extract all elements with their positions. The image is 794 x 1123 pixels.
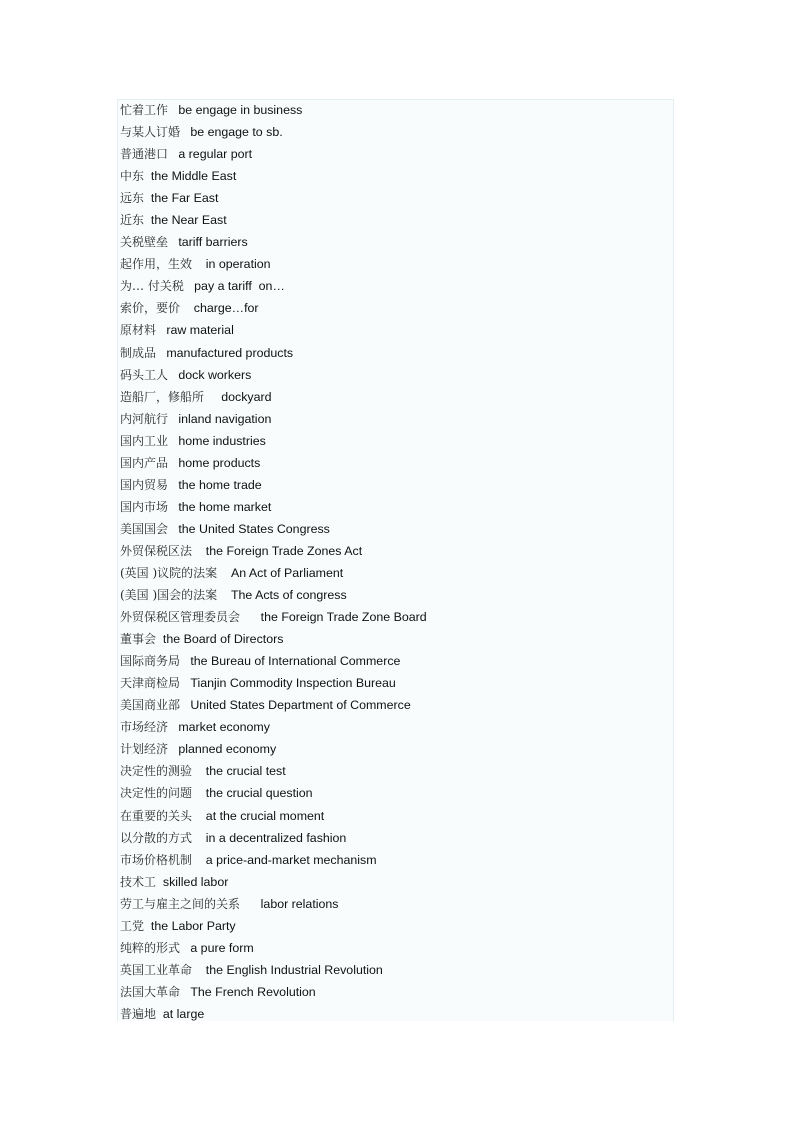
chinese-term: 决定性的测验	[120, 764, 193, 779]
term-spacer	[144, 191, 151, 205]
term-spacer	[204, 390, 221, 404]
vocab-row	[120, 540, 670, 562]
term-spacer	[192, 786, 206, 800]
chinese-term: 内河航行	[120, 411, 169, 426]
term-spacer	[180, 941, 190, 955]
english-term: raw material	[166, 323, 234, 338]
term-spacer	[192, 257, 206, 271]
vocab-row	[120, 672, 670, 694]
english-term: a pure form	[190, 940, 254, 955]
english-term: pay a tariff on…	[194, 279, 285, 294]
english-term: a regular port	[178, 147, 253, 162]
term-spacer	[180, 125, 190, 139]
term-spacer	[192, 963, 206, 977]
vocab-row	[120, 386, 670, 408]
chinese-term: 普通港口	[120, 147, 169, 162]
term-spacer	[217, 588, 231, 602]
vocab-row	[120, 915, 670, 937]
english-term: in a decentralized fashion	[205, 830, 347, 845]
term-spacer	[156, 346, 166, 360]
vocab-row	[120, 782, 670, 804]
chinese-term: 原材料	[120, 323, 157, 338]
english-term: the Middle East	[150, 169, 237, 184]
chinese-term: 国内工业	[120, 433, 169, 448]
english-term: United States Department of Commerce	[190, 698, 411, 713]
term-spacer	[168, 522, 178, 536]
term-spacer	[156, 323, 166, 337]
english-term: tariff barriers	[178, 235, 248, 250]
vocab-row	[120, 99, 670, 121]
vocab-row	[120, 981, 670, 1003]
term-spacer	[168, 500, 178, 514]
term-spacer	[168, 235, 178, 249]
term-spacer	[180, 985, 190, 999]
chinese-term: 国内产品	[120, 455, 169, 470]
chinese-term: 劳工与雇主之间的关系	[120, 896, 241, 911]
vocab-row	[120, 716, 670, 738]
term-spacer	[168, 103, 178, 117]
chinese-term: 为… 付关税	[120, 279, 184, 294]
term-spacer	[217, 566, 231, 580]
chinese-term: 以分散的方式	[120, 830, 193, 845]
vocab-row	[120, 937, 670, 959]
term-spacer	[156, 875, 163, 889]
english-term: in operation	[205, 257, 271, 272]
chinese-term: 国内市场	[120, 499, 169, 514]
chinese-term: 工党	[120, 918, 145, 933]
english-term: the home trade	[178, 477, 262, 492]
english-term: the English Industrial Revolution	[205, 962, 383, 977]
vocab-row	[120, 893, 670, 915]
vocab-row	[120, 871, 670, 893]
english-term: at the crucial moment	[205, 808, 325, 823]
english-term: the home market	[178, 499, 272, 514]
chinese-term: 技术工	[120, 874, 157, 889]
english-term: the crucial test	[205, 764, 286, 779]
english-term: labor relations	[260, 896, 339, 911]
vocab-row	[120, 1003, 670, 1025]
vocab-row	[120, 959, 670, 981]
english-term: be engage to sb.	[190, 125, 283, 140]
english-term: the Far East	[150, 191, 219, 206]
vocab-row	[120, 606, 670, 628]
chinese-term: 外贸保税区法	[120, 543, 193, 558]
term-spacer	[192, 764, 206, 778]
vocab-row	[120, 275, 670, 297]
english-term: the Near East	[150, 213, 227, 228]
vocab-row	[120, 518, 670, 540]
vocab-row	[120, 430, 670, 452]
vocabulary-list	[120, 99, 670, 1025]
vocab-row	[120, 849, 670, 871]
chinese-term: 中东	[120, 169, 145, 184]
english-term: home industries	[178, 433, 266, 448]
vocab-row	[120, 121, 670, 143]
term-spacer	[168, 720, 178, 734]
chinese-term: 国内贸易	[120, 477, 169, 492]
term-spacer	[168, 742, 178, 756]
english-term: manufactured products	[166, 345, 294, 360]
vocab-row	[120, 474, 670, 496]
term-spacer	[168, 456, 178, 470]
vocab-row	[120, 496, 670, 518]
chinese-term: 市场价格机制	[120, 852, 193, 867]
term-spacer	[192, 853, 206, 867]
chinese-term: 美国国会	[120, 521, 169, 536]
term-spacer	[180, 676, 190, 690]
vocab-row	[120, 805, 670, 827]
english-term: at large	[162, 1006, 205, 1021]
chinese-term: 国际商务局	[120, 654, 181, 669]
term-spacer	[168, 147, 178, 161]
chinese-term: 纯粹的形式	[120, 940, 181, 955]
english-term: the Bureau of International Commerce	[190, 654, 401, 669]
chinese-term: 忙着工作	[120, 103, 169, 117]
term-spacer	[144, 169, 151, 183]
vocab-row	[120, 231, 670, 253]
term-spacer	[168, 368, 178, 382]
vocab-row	[120, 297, 670, 319]
english-term: be engage in business	[178, 103, 303, 117]
english-term: The French Revolution	[190, 984, 316, 999]
chinese-term: 与某人订婚	[120, 125, 181, 140]
vocab-row	[120, 694, 670, 716]
chinese-term: 近东	[120, 213, 145, 228]
chinese-term: 在重要的关头	[120, 808, 193, 823]
term-spacer	[192, 831, 206, 845]
term-spacer	[144, 213, 151, 227]
chinese-term: 码头工人	[120, 367, 169, 382]
chinese-term: 普遍地	[120, 1006, 157, 1021]
vocab-row	[120, 342, 670, 364]
chinese-term: 索价，要价	[120, 301, 181, 316]
chinese-term: 关税壁垒	[120, 235, 169, 250]
english-term: the Foreign Trade Zones Act	[205, 543, 363, 558]
vocab-row	[120, 452, 670, 474]
vocab-row	[120, 650, 670, 672]
english-term: the United States Congress	[178, 521, 330, 536]
term-spacer	[180, 654, 190, 668]
vocab-row	[120, 253, 670, 275]
term-spacer	[180, 301, 194, 315]
vocab-row	[120, 165, 670, 187]
english-term: An Act of Parliament	[230, 565, 344, 580]
vocab-row	[120, 364, 670, 386]
english-term: the Foreign Trade Zone Board	[260, 610, 427, 625]
term-spacer	[184, 279, 194, 293]
term-spacer	[240, 610, 261, 624]
vocab-row	[120, 584, 670, 606]
chinese-term: 造船厂，修船所	[120, 389, 205, 404]
chinese-term: 外贸保税区管理委员会	[120, 610, 241, 625]
term-spacer	[156, 1007, 163, 1021]
vocab-row	[120, 562, 670, 584]
term-spacer	[168, 478, 178, 492]
term-spacer	[192, 809, 206, 823]
chinese-term: 市场经济	[120, 720, 169, 735]
vocab-row	[120, 738, 670, 760]
english-term: planned economy	[178, 742, 277, 757]
english-term: the crucial question	[205, 786, 313, 801]
chinese-term: 法国大革命	[120, 984, 181, 999]
english-term: dock workers	[178, 367, 252, 382]
vocab-row	[120, 319, 670, 341]
english-term: dockyard	[221, 389, 272, 404]
english-term: a price-and-market mechanism	[205, 852, 377, 867]
vocab-row	[120, 760, 670, 782]
term-spacer	[156, 632, 163, 646]
term-spacer	[168, 434, 178, 448]
vocab-row	[120, 209, 670, 231]
chinese-term: (美国 )国会的法案	[120, 588, 218, 603]
chinese-term: 美国商业部	[120, 698, 181, 713]
english-term: skilled labor	[162, 874, 229, 889]
term-spacer	[192, 544, 206, 558]
term-spacer	[240, 897, 261, 911]
english-term: Tianjin Commodity Inspection Bureau	[190, 676, 396, 691]
chinese-term: 决定性的问题	[120, 786, 193, 801]
chinese-term: 远东	[120, 191, 145, 206]
english-term: market economy	[178, 720, 270, 735]
chinese-term: (英国 )议院的法案	[120, 565, 218, 580]
english-term: home products	[178, 455, 261, 470]
vocab-row	[120, 408, 670, 430]
vocab-row	[120, 187, 670, 209]
vocab-row	[120, 143, 670, 165]
term-spacer	[180, 698, 190, 712]
english-term: The Acts of congress	[230, 588, 347, 603]
english-term: the Board of Directors	[162, 632, 284, 647]
vocab-row	[120, 827, 670, 849]
chinese-term: 制成品	[120, 345, 157, 360]
term-spacer	[168, 412, 178, 426]
chinese-term: 起作用，生效	[120, 257, 193, 272]
chinese-term: 天津商检局	[120, 676, 181, 691]
term-spacer	[144, 919, 151, 933]
english-term: the Labor Party	[150, 918, 236, 933]
english-term: charge…for	[193, 301, 259, 316]
chinese-term: 英国工业革命	[120, 962, 193, 977]
english-term: inland navigation	[178, 411, 272, 426]
chinese-term: 董事会	[120, 632, 157, 647]
vocab-row	[120, 628, 670, 650]
chinese-term: 计划经济	[120, 742, 169, 757]
